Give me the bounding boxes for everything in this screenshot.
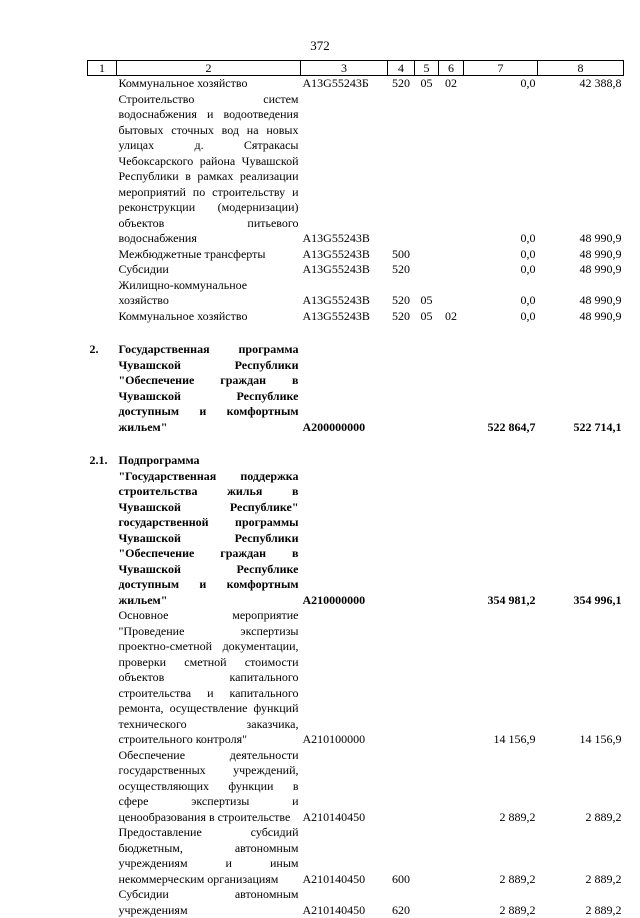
row-value-8: 48 990,9	[579, 293, 622, 307]
row-value-7: 0,0	[520, 76, 536, 90]
row-name: Субсидии	[118, 262, 169, 276]
row-code: А13G55243В	[302, 246, 370, 261]
row-pr	[439, 887, 464, 918]
row-name: Коммунальное хозяйство	[118, 76, 248, 90]
row-code: А13G55243В	[302, 293, 370, 307]
row-vr: 620	[392, 902, 410, 917]
row-code: А13G55243В	[302, 262, 370, 276]
row-number	[88, 76, 117, 92]
row-value-8: 48 990,9	[579, 246, 622, 261]
row-vr	[388, 342, 415, 435]
row-code: А210140450	[302, 871, 366, 886]
row-name: Государственная программа Чувашской Республики "Обеспечение граждан в Чувашской Республике доступным и комфортным жильем"	[118, 342, 299, 434]
row-value-7: 14 156,9	[493, 732, 536, 746]
row-rz	[415, 887, 439, 918]
row-number	[88, 825, 117, 887]
table-row	[88, 92, 624, 247]
row-code: А200000000	[302, 419, 366, 434]
row-pr	[439, 453, 464, 608]
row-vr	[388, 608, 415, 748]
row-number: 2.1.	[89, 453, 108, 467]
page-number: 372	[310, 38, 330, 53]
row-name: Подпрограмма "Государственная поддержка строительства жилья в Чувашской Республике" государственной программы Чувашской Республики "Обеспечение граждан в Чувашской Республике доступным и комфортным жильем"	[118, 453, 299, 607]
row-pr	[439, 748, 464, 826]
row-number	[88, 278, 117, 309]
header-cell: 2	[117, 61, 301, 76]
row-value-8: 2 889,2	[585, 902, 622, 917]
row-number	[88, 748, 117, 826]
row-name: Субсидии автономным учреждениям	[118, 887, 299, 917]
table-row	[88, 748, 624, 826]
row-code: А210100000	[302, 732, 366, 746]
row-value-8: 48 990,9	[579, 231, 622, 245]
row-value-7: 522 864,7	[487, 419, 536, 434]
row-pr	[439, 608, 464, 748]
table-row	[88, 309, 624, 325]
row-pr	[439, 247, 464, 263]
table-row	[88, 76, 624, 92]
table-row	[88, 825, 624, 887]
row-value-7: 0,0	[520, 246, 536, 261]
table-row	[88, 247, 624, 263]
row-value-7: 0,0	[520, 262, 536, 276]
row-number	[88, 262, 117, 278]
header-cell: 3	[301, 61, 388, 76]
row-code: А13G55243В	[302, 231, 370, 245]
row-vr: 600	[392, 871, 410, 886]
row-code: А210140450	[302, 809, 366, 824]
header-cell: 6	[439, 61, 464, 76]
row-rz: 05	[420, 76, 433, 90]
row-pr: 02	[445, 308, 457, 323]
row-pr	[439, 262, 464, 278]
row-vr: 520	[392, 262, 410, 276]
row-rz	[415, 342, 439, 435]
row-pr: 02	[445, 76, 457, 90]
row-rz	[415, 247, 439, 263]
row-rz	[415, 262, 439, 278]
row-value-7: 0,0	[520, 231, 536, 245]
row-value-7: 0,0	[520, 308, 536, 323]
column-number-header	[88, 61, 624, 76]
row-value-7: 2 889,2	[499, 902, 536, 917]
row-pr	[439, 825, 464, 887]
row-value-7: 354 981,2	[487, 592, 536, 607]
row-number	[88, 247, 117, 263]
table-row	[88, 887, 624, 918]
budget-table	[87, 60, 624, 918]
row-rz: 05	[420, 293, 433, 307]
row-rz	[415, 608, 439, 748]
row-spacer	[88, 435, 624, 453]
row-value-8: 354 996,1	[573, 592, 622, 607]
row-name: Предоставление субсидий бюджетным, автономным учреждениям и иным некоммерческим организациям	[118, 825, 299, 886]
row-value-8: 522 714,1	[573, 419, 622, 434]
row-code: А13G55243В	[302, 308, 370, 323]
row-number	[88, 309, 117, 325]
row-value-8: 48 990,9	[579, 308, 622, 323]
table-row	[88, 278, 624, 309]
row-vr	[388, 453, 415, 608]
row-value-8: 2 889,2	[585, 809, 622, 824]
row-value-7: 2 889,2	[499, 809, 536, 824]
row-value-8: 48 990,9	[579, 262, 622, 276]
table-row	[88, 608, 624, 748]
row-name: Межбюджетные трансферты	[118, 246, 266, 261]
row-pr	[439, 92, 464, 247]
row-vr: 520	[392, 293, 410, 307]
row-pr	[439, 278, 464, 309]
row-number	[88, 608, 117, 748]
header-cell: 7	[464, 61, 538, 76]
row-code: А210140450	[302, 902, 366, 917]
row-number	[88, 887, 117, 918]
row-name: Основное мероприятие "Проведение экспертизы проектно-сметной документации, проверки сметной стоимости объектов капитального строительства и капитального ремонта, осуществление функций технического заказчика, строительного контроля"	[118, 608, 299, 746]
row-name: Обеспечение деятельности государственных учреждений, осуществляющих функции в сфере экспертизы и ценообразования в строительстве	[118, 747, 299, 824]
row-number: 2.	[89, 342, 99, 356]
row-pr	[439, 342, 464, 435]
row-rz	[415, 748, 439, 826]
header-cell: 5	[415, 61, 439, 76]
row-rz	[415, 92, 439, 247]
table-row	[88, 262, 624, 278]
row-vr: 520	[392, 76, 410, 90]
row-value-7: 2 889,2	[499, 871, 536, 886]
row-number	[88, 92, 117, 247]
row-value-8: 14 156,9	[579, 732, 622, 746]
row-value-7: 0,0	[520, 293, 536, 307]
table-row	[88, 453, 624, 608]
row-name: Жилищно-коммунальное хозяйство	[118, 277, 248, 307]
row-value-8: 42 388,8	[579, 76, 622, 90]
row-vr: 500	[392, 246, 410, 261]
row-spacer	[88, 324, 624, 342]
header-cell: 4	[388, 61, 415, 76]
row-vr	[388, 748, 415, 826]
row-vr	[388, 92, 415, 247]
header-cell: 8	[538, 61, 624, 76]
row-rz: 05	[420, 308, 433, 323]
row-rz	[415, 825, 439, 887]
row-code: А210000000	[302, 592, 366, 607]
row-name: Коммунальное хозяйство	[118, 308, 248, 323]
table-row	[88, 342, 624, 435]
row-code: А13G55243Б	[302, 76, 369, 90]
row-rz	[415, 453, 439, 608]
row-name: Строительство систем водоснабжения и водоотведения бытовых сточных вод на новых улицах д. Сятракасы Чебоксарского района Чувашской Республики в рамках реализации мероприятий по строительству и реконструкции (модернизации) объектов питьевого водоснабжения	[118, 91, 299, 245]
row-value-8: 2 889,2	[585, 871, 622, 886]
header-cell: 1	[88, 61, 117, 76]
row-vr: 520	[392, 308, 410, 323]
